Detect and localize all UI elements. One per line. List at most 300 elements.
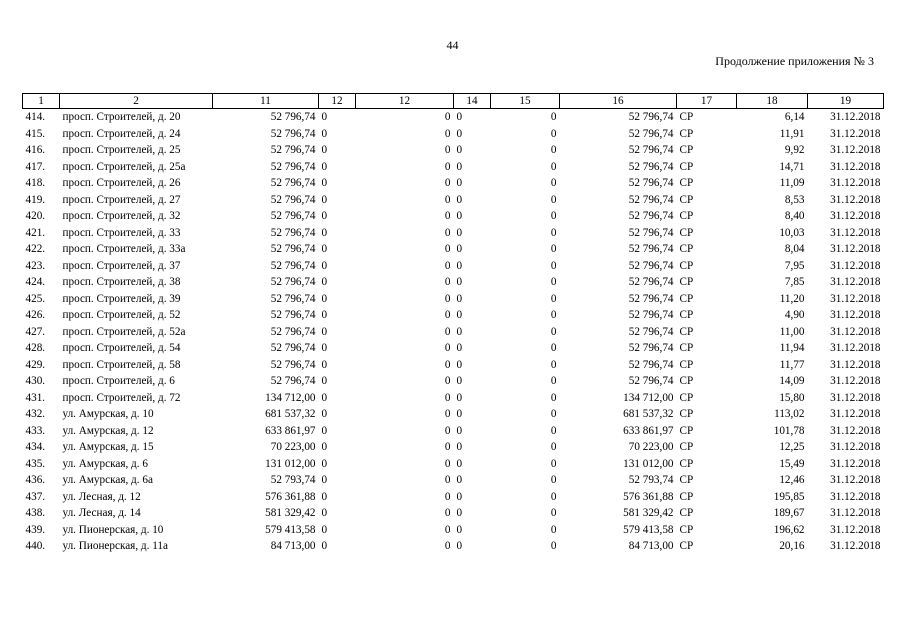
col-16-cell: 681 537,32 [623, 408, 674, 420]
table-row [23, 142, 884, 159]
row-number-cell: 421. [25, 226, 46, 239]
col-16-cell: 52 796,74 [628, 276, 674, 288]
col-14-cell: 0 [456, 243, 463, 255]
col-19-date-cell: 31.12.2018 [830, 226, 881, 239]
col-12-second-cell: 0 [444, 358, 451, 371]
col-18-cell: 11,20 [779, 292, 805, 305]
col-14-cell: 0 [456, 292, 463, 305]
col-14-cell: 0 [456, 210, 463, 222]
col-12-cell: 0 [321, 325, 328, 338]
col-15-cell: 0 [550, 292, 557, 305]
row-number-cell: 440. [25, 540, 46, 552]
col-11-cell: 581 329,42 [265, 507, 316, 519]
col-19-date-cell: 31.12.2018 [830, 507, 881, 519]
col-16-cell: 70 223,00 [628, 441, 674, 453]
col-18-cell: 11,77 [779, 358, 805, 371]
row-number-cell: 418. [25, 177, 46, 189]
address-cell: ул. Лесная, д. 12 [62, 490, 141, 503]
col-17-cell: СР [679, 391, 694, 404]
col-16-cell: 52 796,74 [628, 111, 674, 123]
table-row [23, 225, 884, 242]
column-header: 17 [677, 94, 737, 109]
col-19-date-cell: 31.12.2018 [830, 210, 881, 222]
col-18-cell: 7,85 [784, 276, 805, 288]
row-number-cell: 434. [25, 441, 46, 453]
col-14-cell: 0 [456, 259, 463, 272]
col-16-cell: 576 361,88 [623, 490, 674, 503]
col-12-cell: 0 [321, 457, 328, 470]
col-14-cell: 0 [456, 391, 463, 404]
col-14-cell: 0 [456, 408, 463, 420]
col-11-cell: 52 796,74 [270, 358, 316, 371]
col-18-cell: 12,46 [779, 474, 805, 486]
column-header: 11 [213, 94, 319, 109]
row-number-cell: 431. [25, 391, 46, 404]
col-14-cell: 0 [456, 441, 463, 453]
col-17-cell: СР [679, 210, 694, 222]
col-12-second-cell: 0 [444, 342, 451, 354]
col-12-second-cell: 0 [444, 540, 451, 552]
col-14-cell: 0 [456, 424, 463, 437]
col-11-cell: 52 796,74 [270, 243, 316, 255]
col-19-date-cell: 31.12.2018 [830, 424, 881, 437]
col-14-cell: 0 [456, 375, 463, 387]
col-15-cell: 0 [550, 441, 557, 453]
address-cell: ул. Амурская, д. 6 [62, 457, 148, 470]
col-16-cell: 52 796,74 [628, 325, 674, 338]
table-row [23, 258, 884, 275]
col-11-cell: 52 796,74 [270, 309, 316, 321]
col-17-cell: СР [679, 309, 694, 321]
col-19-date-cell: 31.12.2018 [830, 259, 881, 272]
col-11-cell: 52 796,74 [270, 226, 316, 239]
table-row [23, 192, 884, 209]
col-11-cell: 131 012,00 [265, 457, 316, 470]
col-17-cell: СР [679, 127, 694, 140]
col-18-cell: 20,16 [779, 540, 805, 552]
col-12-second-cell: 0 [444, 210, 451, 222]
address-cell: ул. Амурская, д. 12 [62, 424, 154, 437]
col-16-cell: 633 861,97 [623, 424, 674, 437]
col-12-second-cell: 0 [444, 441, 451, 453]
row-number-cell: 433. [25, 424, 46, 437]
col-11-cell: 576 361,88 [265, 490, 316, 503]
col-19-date-cell: 31.12.2018 [830, 243, 881, 255]
col-17-cell: СР [679, 490, 694, 503]
address-cell: просп. Строителей, д. 27 [62, 193, 181, 206]
address-cell: просп. Строителей, д. 26 [62, 177, 181, 189]
col-15-cell: 0 [550, 210, 557, 222]
table-row [23, 241, 884, 258]
column-header: 14 [454, 94, 491, 109]
address-cell: просп. Строителей, д. 72 [62, 391, 181, 404]
col-12-second-cell: 0 [444, 193, 451, 206]
col-17-cell: СР [679, 193, 694, 206]
col-18-cell: 101,78 [773, 424, 805, 437]
col-15-cell: 0 [550, 342, 557, 354]
table-row [23, 109, 884, 126]
col-18-cell: 11,91 [779, 127, 805, 140]
col-16-cell: 581 329,42 [623, 507, 674, 519]
col-14-cell: 0 [456, 160, 463, 173]
col-12-cell: 0 [321, 127, 328, 140]
col-19-date-cell: 31.12.2018 [830, 474, 881, 486]
col-15-cell: 0 [550, 259, 557, 272]
col-12-cell: 0 [321, 259, 328, 272]
col-18-cell: 14,09 [779, 375, 805, 387]
col-17-cell: СР [679, 457, 694, 470]
table-row [23, 175, 884, 192]
row-number-cell: 420. [25, 210, 46, 222]
address-cell: просп. Строителей, д. 33 [62, 226, 181, 239]
address-cell: просп. Строителей, д. 25а [62, 160, 186, 173]
address-cell: просп. Строителей, д. 25 [62, 144, 181, 156]
col-18-cell: 195,85 [773, 490, 805, 503]
table-row [23, 472, 884, 489]
col-12-cell: 0 [321, 358, 328, 371]
col-18-cell: 10,03 [779, 226, 805, 239]
col-12-second-cell: 0 [444, 309, 451, 321]
col-12-cell: 0 [321, 160, 328, 173]
col-12-cell: 0 [321, 507, 328, 519]
row-number-cell: 439. [25, 523, 46, 536]
col-16-cell: 52 796,74 [628, 259, 674, 272]
col-12-second-cell: 0 [444, 474, 451, 486]
col-11-cell: 52 796,74 [270, 127, 316, 140]
row-number-cell: 429. [25, 358, 46, 371]
address-cell: ул. Амурская, д. 10 [62, 408, 154, 420]
address-cell: просп. Строителей, д. 58 [62, 358, 181, 371]
col-12-second-cell: 0 [444, 424, 451, 437]
col-14-cell: 0 [456, 457, 463, 470]
col-14-cell: 0 [456, 144, 463, 156]
col-18-cell: 113,02 [774, 408, 805, 420]
col-11-cell: 84 713,00 [270, 540, 316, 552]
col-12-cell: 0 [321, 391, 328, 404]
col-16-cell: 52 796,74 [628, 375, 674, 387]
col-11-cell: 52 796,74 [270, 325, 316, 338]
col-17-cell: СР [679, 325, 694, 338]
col-19-date-cell: 31.12.2018 [830, 358, 881, 371]
address-cell: просп. Строителей, д. 33а [62, 243, 186, 255]
col-14-cell: 0 [456, 309, 463, 321]
col-11-cell: 52 796,74 [270, 160, 316, 173]
col-14-cell: 0 [456, 507, 463, 519]
col-17-cell: СР [679, 226, 694, 239]
row-number-cell: 425. [25, 292, 46, 305]
col-12-cell: 0 [321, 408, 328, 420]
col-17-cell: СР [679, 408, 694, 420]
col-16-cell: 52 796,74 [628, 127, 674, 140]
col-14-cell: 0 [456, 276, 463, 288]
col-16-cell: 84 713,00 [628, 540, 674, 552]
row-number-cell: 422. [25, 243, 46, 255]
col-12-second-cell: 0 [444, 523, 451, 536]
col-14-cell: 0 [456, 358, 463, 371]
col-19-date-cell: 31.12.2018 [830, 193, 881, 206]
col-12-second-cell: 0 [444, 391, 451, 404]
col-17-cell: СР [679, 441, 694, 453]
col-19-date-cell: 31.12.2018 [830, 325, 881, 338]
col-17-cell: СР [679, 160, 694, 173]
address-cell: просп. Строителей, д. 52а [62, 325, 186, 338]
col-12-cell: 0 [321, 276, 328, 288]
col-15-cell: 0 [550, 375, 557, 387]
row-number-cell: 417. [25, 160, 46, 173]
col-12-second-cell: 0 [444, 177, 451, 189]
page-number: 44 [446, 38, 459, 52]
column-header: 18 [737, 94, 808, 109]
column-header: 2 [60, 94, 213, 109]
col-11-cell: 52 796,74 [270, 144, 316, 156]
col-19-date-cell: 31.12.2018 [830, 144, 881, 156]
address-cell: просп. Строителей, д. 24 [62, 127, 181, 140]
col-18-cell: 4,90 [784, 309, 805, 321]
address-cell: ул. Пионерская, д. 11а [62, 540, 168, 552]
col-16-cell: 52 796,74 [628, 160, 674, 173]
col-15-cell: 0 [550, 111, 557, 123]
column-header: 19 [808, 94, 884, 109]
address-cell: просп. Строителей, д. 38 [62, 276, 181, 288]
col-14-cell: 0 [456, 111, 463, 123]
col-12-cell: 0 [321, 342, 328, 354]
column-header: 1 [23, 94, 60, 109]
col-16-cell: 52 796,74 [628, 210, 674, 222]
col-18-cell: 11,94 [779, 342, 805, 354]
address-cell: просп. Строителей, д. 37 [62, 259, 181, 272]
col-15-cell: 0 [550, 408, 557, 420]
address-cell: просп. Строителей, д. 6 [62, 375, 175, 387]
col-17-cell: СР [679, 111, 694, 123]
col-17-cell: СР [679, 358, 694, 371]
col-16-cell: 52 793,74 [628, 474, 674, 486]
col-17-cell: СР [679, 424, 694, 437]
col-17-cell: СР [679, 177, 694, 189]
table-row [23, 307, 884, 324]
column-header: 15 [491, 94, 560, 109]
col-14-cell: 0 [456, 177, 463, 189]
row-number-cell: 415. [25, 127, 46, 140]
table-row [23, 291, 884, 308]
col-16-cell: 579 413,58 [623, 523, 674, 536]
col-15-cell: 0 [550, 309, 557, 321]
col-14-cell: 0 [456, 127, 463, 140]
col-17-cell: СР [679, 474, 694, 486]
col-12-cell: 0 [321, 309, 328, 321]
col-19-date-cell: 31.12.2018 [830, 342, 881, 354]
row-number-cell: 414. [25, 111, 46, 123]
col-15-cell: 0 [550, 276, 557, 288]
col-11-cell: 633 861,97 [265, 424, 316, 437]
col-12-second-cell: 0 [444, 127, 451, 140]
table-row [23, 159, 884, 176]
col-12-cell: 0 [321, 523, 328, 536]
col-12-second-cell: 0 [444, 243, 451, 255]
col-14-cell: 0 [456, 193, 463, 206]
col-16-cell: 52 796,74 [628, 226, 674, 239]
col-11-cell: 52 796,74 [270, 259, 316, 272]
row-number-cell: 427. [25, 325, 46, 338]
col-19-date-cell: 31.12.2018 [830, 540, 881, 552]
col-11-cell: 52 796,74 [270, 292, 316, 305]
col-19-date-cell: 31.12.2018 [830, 160, 881, 173]
col-17-cell: СР [679, 342, 694, 354]
col-14-cell: 0 [456, 490, 463, 503]
address-cell: ул. Лесная, д. 14 [62, 507, 141, 519]
row-number-cell: 438. [25, 507, 46, 519]
col-11-cell: 134 712,00 [265, 391, 316, 404]
col-17-cell: СР [679, 276, 694, 288]
col-15-cell: 0 [550, 490, 557, 503]
col-15-cell: 0 [550, 523, 557, 536]
col-16-cell: 52 796,74 [628, 177, 674, 189]
col-15-cell: 0 [550, 325, 557, 338]
col-12-cell: 0 [321, 540, 328, 552]
table-row [23, 489, 884, 506]
col-12-cell: 0 [321, 424, 328, 437]
col-18-cell: 11,00 [779, 325, 805, 338]
col-18-cell: 15,80 [779, 391, 805, 404]
col-17-cell: СР [679, 243, 694, 255]
col-19-date-cell: 31.12.2018 [830, 127, 881, 140]
col-15-cell: 0 [550, 127, 557, 140]
col-15-cell: 0 [550, 193, 557, 206]
table-row [23, 126, 884, 143]
col-12-second-cell: 0 [444, 375, 451, 387]
col-14-cell: 0 [456, 474, 463, 486]
address-cell: просп. Строителей, д. 39 [62, 292, 181, 305]
col-17-cell: СР [679, 292, 694, 305]
col-19-date-cell: 31.12.2018 [830, 177, 881, 189]
col-11-cell: 52 796,74 [270, 342, 316, 354]
table-row [23, 505, 884, 522]
table-row [23, 208, 884, 225]
col-12-cell: 0 [321, 490, 328, 503]
col-19-date-cell: 31.12.2018 [830, 391, 881, 404]
col-12-second-cell: 0 [444, 226, 451, 239]
col-11-cell: 70 223,00 [270, 441, 316, 453]
col-11-cell: 52 796,74 [270, 276, 316, 288]
column-header: 16 [560, 94, 677, 109]
col-11-cell: 52 796,74 [270, 111, 316, 123]
col-15-cell: 0 [550, 474, 557, 486]
col-19-date-cell: 31.12.2018 [830, 292, 881, 305]
col-12-second-cell: 0 [444, 325, 451, 338]
col-14-cell: 0 [456, 342, 463, 354]
col-17-cell: СР [679, 507, 694, 519]
col-16-cell: 134 712,00 [623, 391, 674, 404]
column-number-header-row [23, 94, 884, 109]
col-17-cell: СР [679, 259, 694, 272]
column-header: 12 [319, 94, 356, 109]
col-11-cell: 52 796,74 [270, 177, 316, 189]
col-19-date-cell: 31.12.2018 [830, 490, 881, 503]
col-18-cell: 8,04 [784, 243, 805, 255]
table-row [23, 340, 884, 357]
address-cell: просп. Строителей, д. 54 [62, 342, 181, 354]
row-number-cell: 416. [25, 144, 46, 156]
col-18-cell: 6,14 [784, 111, 805, 123]
col-12-cell: 0 [321, 226, 328, 239]
col-15-cell: 0 [550, 424, 557, 437]
col-19-date-cell: 31.12.2018 [830, 375, 881, 387]
col-18-cell: 11,09 [779, 177, 805, 189]
address-cell: просп. Строителей, д. 32 [62, 210, 181, 222]
col-17-cell: СР [679, 540, 694, 552]
row-number-cell: 423. [25, 259, 46, 272]
col-19-date-cell: 31.12.2018 [830, 408, 881, 420]
col-19-date-cell: 31.12.2018 [830, 441, 881, 453]
col-12-cell: 0 [321, 177, 328, 189]
col-18-cell: 15,49 [779, 457, 805, 470]
address-cell: ул. Пионерская, д. 10 [62, 523, 164, 536]
address-cell: ул. Амурская, д. 6а [62, 474, 153, 486]
col-12-cell: 0 [321, 375, 328, 387]
col-11-cell: 681 537,32 [265, 408, 316, 420]
col-17-cell: СР [679, 375, 694, 387]
table-row [23, 406, 884, 423]
col-19-date-cell: 31.12.2018 [830, 111, 881, 123]
col-14-cell: 0 [456, 226, 463, 239]
col-11-cell: 52 793,74 [270, 474, 316, 486]
table-row [23, 538, 884, 555]
appendix-continuation-label: Продолжение приложения № 3 [715, 54, 874, 68]
row-number-cell: 436. [25, 474, 46, 486]
col-12-second-cell: 0 [444, 490, 451, 503]
col-11-cell: 52 796,74 [270, 375, 316, 387]
table-row [23, 324, 884, 341]
col-11-cell: 579 413,58 [265, 523, 316, 536]
table-body [23, 109, 884, 555]
col-11-cell: 52 796,74 [270, 210, 316, 222]
table-row [23, 357, 884, 374]
col-11-cell: 52 796,74 [270, 193, 316, 206]
col-15-cell: 0 [550, 144, 557, 156]
col-18-cell: 196,62 [773, 523, 805, 536]
col-15-cell: 0 [550, 243, 557, 255]
col-18-cell: 8,40 [784, 210, 805, 222]
col-14-cell: 0 [456, 523, 463, 536]
col-15-cell: 0 [550, 391, 557, 404]
col-16-cell: 52 796,74 [628, 342, 674, 354]
col-12-second-cell: 0 [444, 457, 451, 470]
row-number-cell: 435. [25, 457, 46, 470]
col-16-cell: 52 796,74 [628, 144, 674, 156]
col-12-cell: 0 [321, 474, 328, 486]
col-12-cell: 0 [321, 243, 328, 255]
row-number-cell: 419. [25, 193, 46, 206]
col-12-second-cell: 0 [444, 144, 451, 156]
col-14-cell: 0 [456, 540, 463, 552]
col-16-cell: 52 796,74 [628, 193, 674, 206]
col-16-cell: 52 796,74 [628, 309, 674, 321]
col-15-cell: 0 [550, 457, 557, 470]
table-row [23, 274, 884, 291]
table-row [23, 439, 884, 456]
table-row [23, 522, 884, 539]
col-19-date-cell: 31.12.2018 [830, 276, 881, 288]
col-16-cell: 52 796,74 [628, 292, 674, 305]
table-row [23, 373, 884, 390]
row-number-cell: 430. [25, 375, 46, 387]
row-number-cell: 432. [25, 408, 46, 420]
col-12-cell: 0 [321, 441, 328, 453]
col-12-second-cell: 0 [444, 408, 451, 420]
col-12-cell: 0 [321, 210, 328, 222]
col-12-cell: 0 [321, 193, 328, 206]
col-15-cell: 0 [550, 160, 557, 173]
table-row [23, 390, 884, 407]
